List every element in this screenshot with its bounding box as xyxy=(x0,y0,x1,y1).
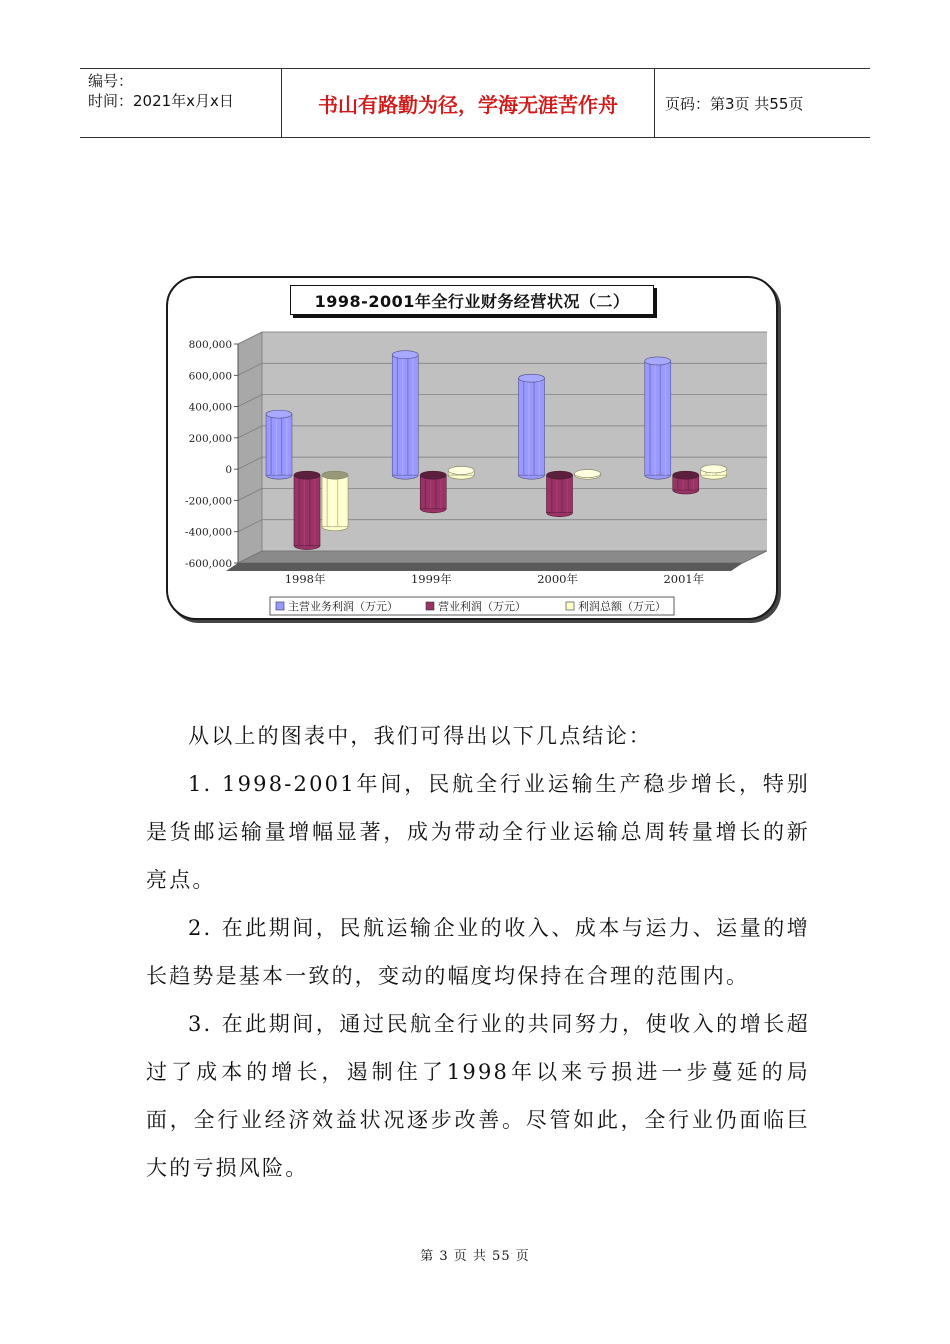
legend-label: 主营业务利润（万元） xyxy=(288,600,398,613)
bar xyxy=(519,374,545,479)
y-tick-label: -600,000 xyxy=(185,558,232,570)
plot-floor-edge xyxy=(226,563,743,571)
legend-swatch xyxy=(426,602,434,610)
bar xyxy=(673,471,699,494)
paragraph: 1. 1998-2001年间，民航全行业运输生产稳步增长，特别是货邮运输量增幅显著，成为带动全行业运输总周转量增长的新亮点。 xyxy=(146,772,810,892)
bar xyxy=(575,470,601,480)
plot-floor xyxy=(238,551,767,563)
x-tick-label: 1998年 xyxy=(284,572,326,586)
body-text xyxy=(146,712,810,1192)
bar xyxy=(420,471,446,513)
y-tick-label: 200,000 xyxy=(188,432,232,445)
legend-label: 利润总额（万元） xyxy=(578,600,666,613)
y-tick-label: 800,000 xyxy=(188,339,232,351)
header-page-info: 页码：第3页 共55页 xyxy=(665,94,804,113)
bar xyxy=(392,351,418,479)
paragraph: 2. 在此期间，民航运输企业的收入、成本与运力、运量的增长趋势是基本一致的，变动的幅度均保持在合理的范围内。 xyxy=(146,916,810,988)
page-footer: 第 3 页 共 55 页 xyxy=(420,1249,530,1264)
paragraph: 3. 在此期间，通过民航全行业的共同努力，使收入的增长超过了成本的增长，遏制住了1998年以来亏损进一步蔓延的局面，全行业经济效益状况逐步改善。尽管如此，全行业仍面临巨大的亏损风险。 xyxy=(146,1012,810,1180)
header-motto: 书山有路勤为径，学海无涯苦作舟 xyxy=(282,69,655,137)
y-tick-label: 400,000 xyxy=(188,401,232,414)
bar xyxy=(547,471,573,517)
legend-label: 营业利润（万元） xyxy=(438,600,526,613)
plot-side-wall xyxy=(238,332,262,563)
y-tick-label: -200,000 xyxy=(185,495,232,508)
legend-swatch xyxy=(566,602,574,610)
bar xyxy=(266,410,292,479)
bar xyxy=(322,471,348,531)
bar xyxy=(701,465,727,479)
x-tick-label: 1999年 xyxy=(410,572,452,586)
chart-title: 1998-2001年全行业财务经营状况（二） xyxy=(290,285,654,315)
x-tick-label: 2001年 xyxy=(663,572,705,586)
y-tick-label: -400,000 xyxy=(185,526,232,539)
header-meta xyxy=(80,69,282,137)
serial-label: 编号： xyxy=(88,72,134,90)
x-tick-label: 2000年 xyxy=(537,572,579,586)
page-header xyxy=(80,68,870,138)
bar xyxy=(448,466,474,479)
bar xyxy=(645,357,671,479)
legend-swatch xyxy=(276,602,284,610)
bar xyxy=(294,471,320,549)
y-tick-label: 600,000 xyxy=(188,370,232,383)
date-line: 时间：2021年x月x日 xyxy=(88,92,234,110)
y-tick-label: 0 xyxy=(225,464,232,477)
bar-chart xyxy=(170,320,776,618)
paragraph: 从以上的图表中，我们可得出以下几点结论： xyxy=(188,724,652,748)
